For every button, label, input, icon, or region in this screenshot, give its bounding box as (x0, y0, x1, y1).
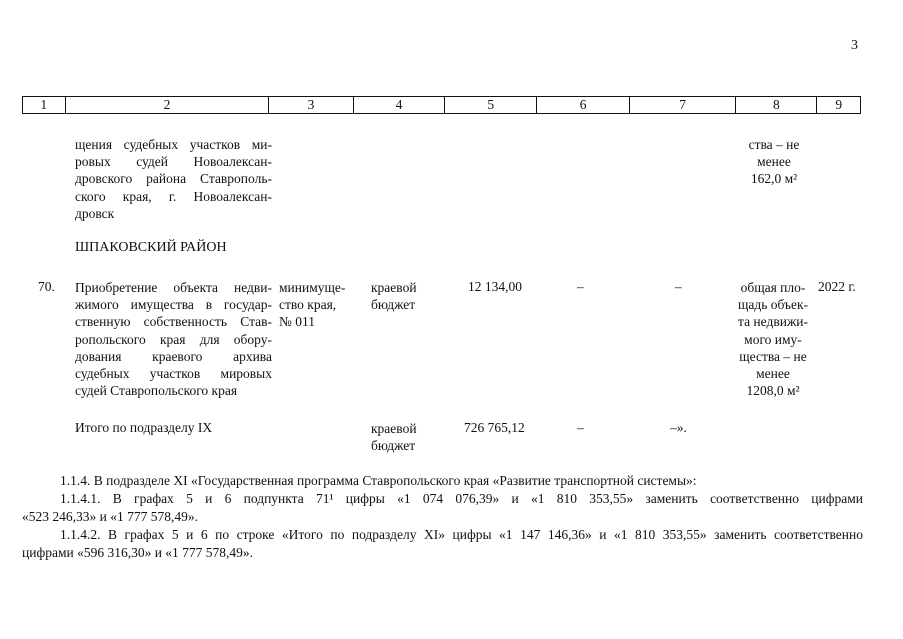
row-70-col7: – (675, 279, 682, 294)
row-70-amount: 12 134,00 (468, 279, 522, 294)
text-line: бюджет (371, 297, 416, 313)
row-70-funding (371, 279, 451, 313)
text-line: ственную собственность Став- (75, 314, 272, 330)
text-line: 1.1.4. В подразделе XI «Государственная программа Ставропольского края «Развитие транспортной системы»: (60, 473, 697, 488)
text-line: 162,0 м² (750, 171, 798, 187)
text-line: та недвижи- (738, 314, 808, 330)
text-line: судебных участков мировых (75, 366, 272, 382)
total-row-label: Итого по подразделу IX (75, 420, 213, 435)
text-line: щадь объек- (737, 297, 809, 313)
text-line: менее (757, 154, 791, 170)
paragraph-1-1-4 (60, 472, 863, 490)
text-line: общая пло- (740, 280, 806, 295)
text-line: мого иму- (744, 331, 802, 347)
text-line: 1.1.4.1. В графах 5 и 6 подпункта 71¹ цифры «1 074 076,39» и «1 810 353,55» заменить соответственно цифрами (60, 491, 863, 506)
row-70-col6: – (577, 279, 584, 294)
text-line: минимуще- (279, 280, 346, 295)
row-70-description (75, 279, 272, 399)
continued-row-description (75, 136, 272, 222)
text-line: дровск (75, 205, 115, 221)
header-col-4: 4 (354, 97, 446, 113)
text-line: дровского района Ставрополь- (75, 171, 272, 187)
row-70-year: 2022 г. (818, 279, 856, 294)
section-title: ШПАКОВСКИЙ РАЙОН (75, 240, 227, 255)
text-line: судей Ставропольского края (75, 383, 238, 399)
page-number: 3 (851, 38, 858, 53)
header-col-2: 2 (66, 97, 270, 113)
text-line: ровых судей Новоалексан- (75, 154, 272, 170)
text-line: щества – не (739, 348, 807, 364)
text-line: жимого имущества в государ- (75, 297, 272, 313)
header-col-3: 3 (269, 97, 353, 113)
text-line: Приобретение объекта недви- (75, 280, 272, 295)
text-line: 1.1.4.2. В графах 5 и 6 по строке «Итого по подразделу XI» цифры «1 147 146,36» и «1 810 353,55» заменить соответственно (60, 527, 863, 542)
row-70-owner (279, 279, 361, 331)
text-line: менее (756, 366, 790, 382)
text-line: дования краевого архива (75, 348, 272, 364)
continued-row-area (732, 136, 816, 188)
text-line: 1208,0 м² (746, 383, 800, 399)
header-col-7: 7 (630, 97, 736, 113)
text-line: № 011 (279, 314, 316, 330)
header-col-5: 5 (445, 97, 537, 113)
header-col-1: 1 (23, 97, 66, 113)
text-line: ство края, (279, 297, 337, 313)
total-row-col6: – (577, 420, 584, 435)
text-line: краевой (371, 421, 417, 436)
paragraph-1-1-4-1 (22, 490, 863, 526)
text-line: ского края, г. Новоалексан- (75, 188, 272, 204)
text-line: ства – не (748, 137, 800, 152)
header-col-8: 8 (736, 97, 817, 113)
table-header (22, 96, 861, 114)
total-row-funding (371, 420, 451, 454)
header-col-6: 6 (537, 97, 630, 113)
row-70-number: 70. (38, 279, 55, 294)
text-line: цифрами «596 316,30» и «1 777 578,49». (22, 545, 254, 560)
text-line: бюджет (371, 438, 416, 454)
text-line: ропольского края для обору- (75, 331, 272, 347)
header-col-9: 9 (835, 97, 843, 112)
text-line: краевой (371, 280, 417, 295)
row-70-area (730, 279, 816, 399)
total-row-col7: –». (670, 420, 687, 435)
total-row-amount: 726 765,12 (464, 420, 525, 435)
text-line: щения судебных участков ми- (75, 137, 272, 152)
paragraph-1-1-4-2 (22, 526, 863, 562)
text-line: «523 246,33» и «1 777 578,49». (22, 509, 198, 524)
